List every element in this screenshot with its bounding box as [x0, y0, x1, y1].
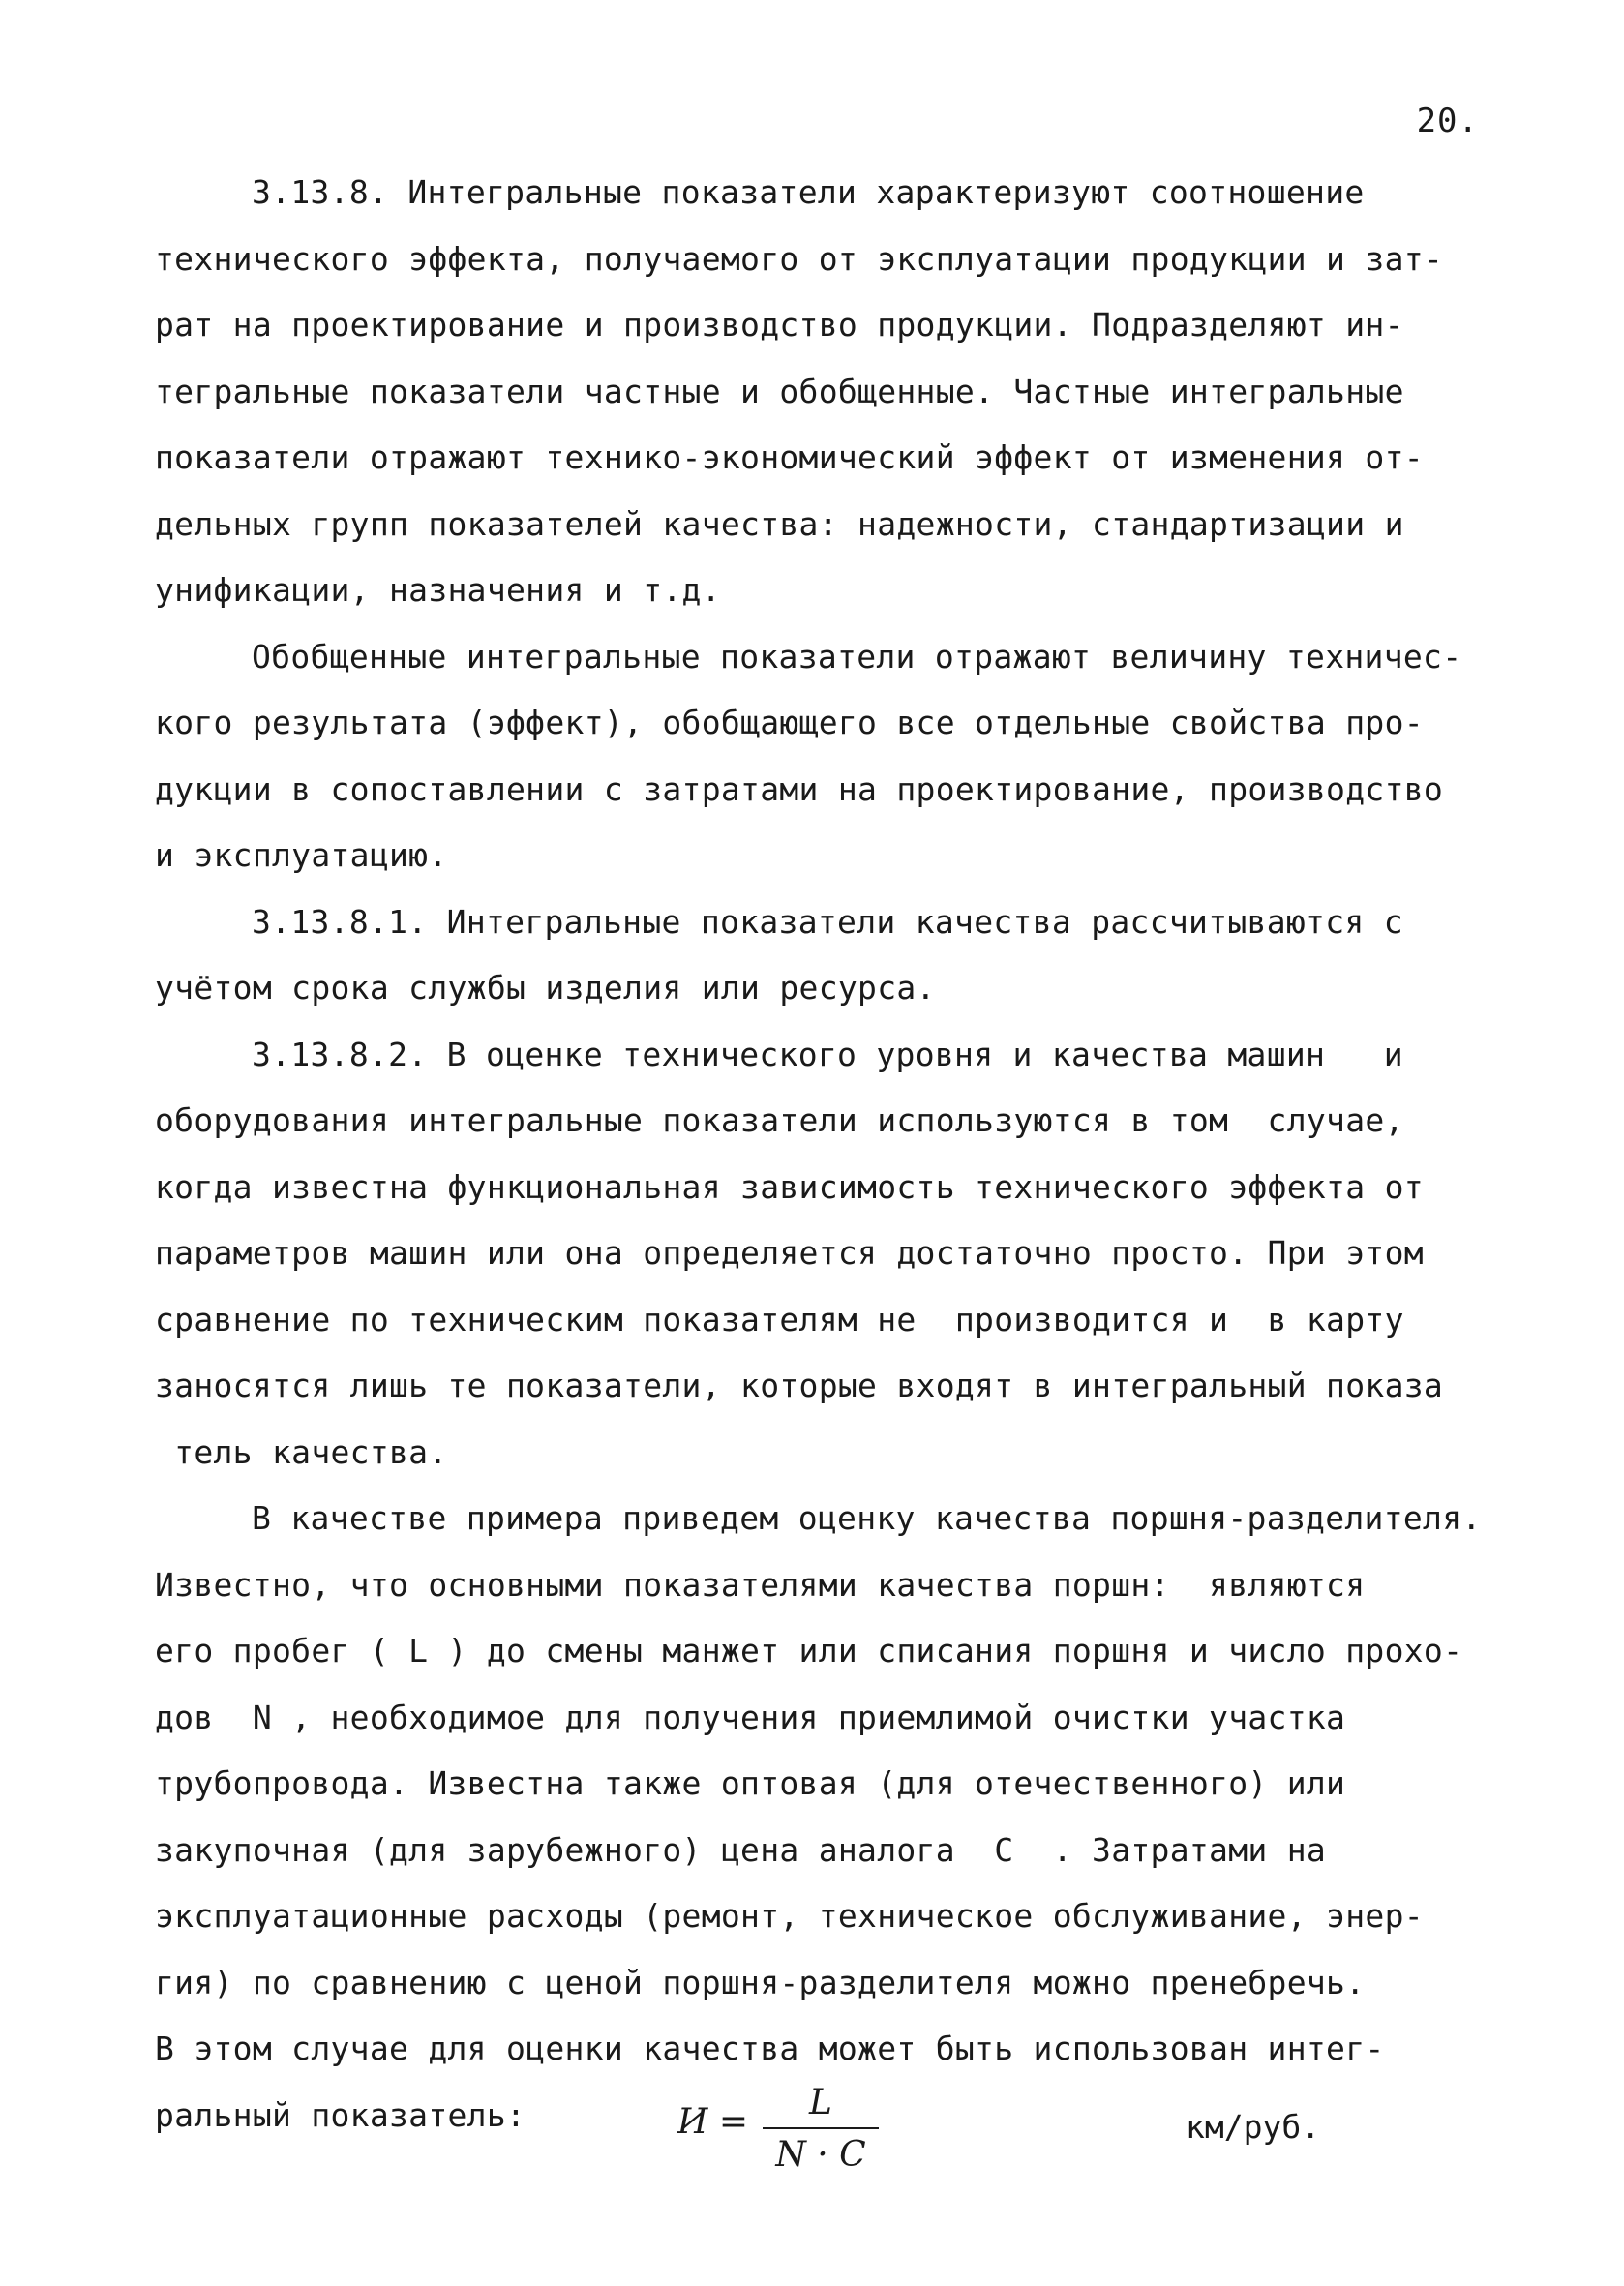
- text-line: заносятся лишь те показатели, которые входят в интегральный показа: [155, 1367, 1444, 1404]
- page-number: 20.: [1416, 102, 1479, 140]
- text-line: закупочная (для зарубежного) цена аналога С . Затратами на: [155, 1830, 1327, 1869]
- text-line: 3.13.8.2. В оценке технического уровня и качества машин и: [252, 1035, 1403, 1073]
- text-line: тель качества.: [155, 1432, 448, 1471]
- formula-lhs: И =: [677, 2102, 749, 2142]
- text-line: дов N , необходимое для получения приемлимой очистки участка: [155, 1698, 1346, 1736]
- text-line: трубопровода. Известна также оптовая (для отечественного) или: [155, 1764, 1346, 1802]
- text-line: 3.13.8. Интегральные показатели характеризуют соотношение: [252, 173, 1365, 211]
- body-text: [155, 160, 1510, 2149]
- text-line: В этом случае для оценки качества может быть использован интег-: [155, 2030, 1385, 2067]
- text-line: Обобщенные интегральные показатели отражают величину техничес-: [252, 637, 1462, 676]
- text-line: учётом срока службы изделия или ресурса.: [155, 969, 936, 1007]
- text-line: дукции в сопоставлении с затратами на проектирование, производство: [155, 769, 1444, 808]
- text-line: его пробег ( L ) до смены манжет или списания поршня и число прохо-: [155, 1632, 1463, 1669]
- text-line: показатели отражают технико-экономический эффект от изменения от-: [155, 438, 1424, 476]
- formula-denominator: N · C: [775, 2135, 866, 2175]
- text-line: гия) по сравнению с ценой поршня-разделителя можно пренебречь.: [155, 1963, 1366, 2001]
- text-line: сравнение по техническим показателям не производится и в карту: [155, 1300, 1404, 1339]
- text-line: технического эффекта, получаемого от эксплуатации продукции и зат-: [155, 239, 1444, 278]
- text-line: и эксплуатацию.: [155, 836, 448, 874]
- text-line: унификации, назначения и т.д.: [155, 571, 721, 609]
- fraction-bar: [763, 2127, 879, 2129]
- text-line: оборудования интегральные показатели используются в том случае,: [155, 1101, 1404, 1139]
- text-line: дельных групп показателей качества: надежности, стандартизации и: [155, 504, 1404, 543]
- text-line: когда известна функциональная зависимость технического эффекта от: [155, 1167, 1424, 1206]
- text-line: тегральные показатели частные и обобщенные. Частные интегральные: [155, 372, 1404, 410]
- text-line: эксплуатационные расходы (ремонт, техническое обслуживание, энер-: [155, 1897, 1424, 1935]
- formula-fraction: [763, 2081, 879, 2178]
- text-line: кого результата (эффект), обобщающего все отдельные свойства про-: [155, 704, 1424, 741]
- formula-unit: км/руб.: [1186, 2108, 1321, 2146]
- text-line: 3.13.8.1. Интегральные показатели качества рассчитываются с: [252, 902, 1403, 941]
- text-line: параметров машин или она определяется достаточно просто. При этом: [155, 1234, 1424, 1272]
- formula-numerator: L: [809, 2083, 832, 2122]
- text-line: Известно, что основными показателями качества поршн: являются: [155, 1565, 1366, 1604]
- text-line: рат на проектирование и производство продукции. Подразделяют ин-: [155, 306, 1404, 344]
- text-line: В качестве примера приведем оценку качества поршня-разделителя.: [252, 1499, 1482, 1537]
- text-line: ральный показатель:: [155, 2095, 526, 2134]
